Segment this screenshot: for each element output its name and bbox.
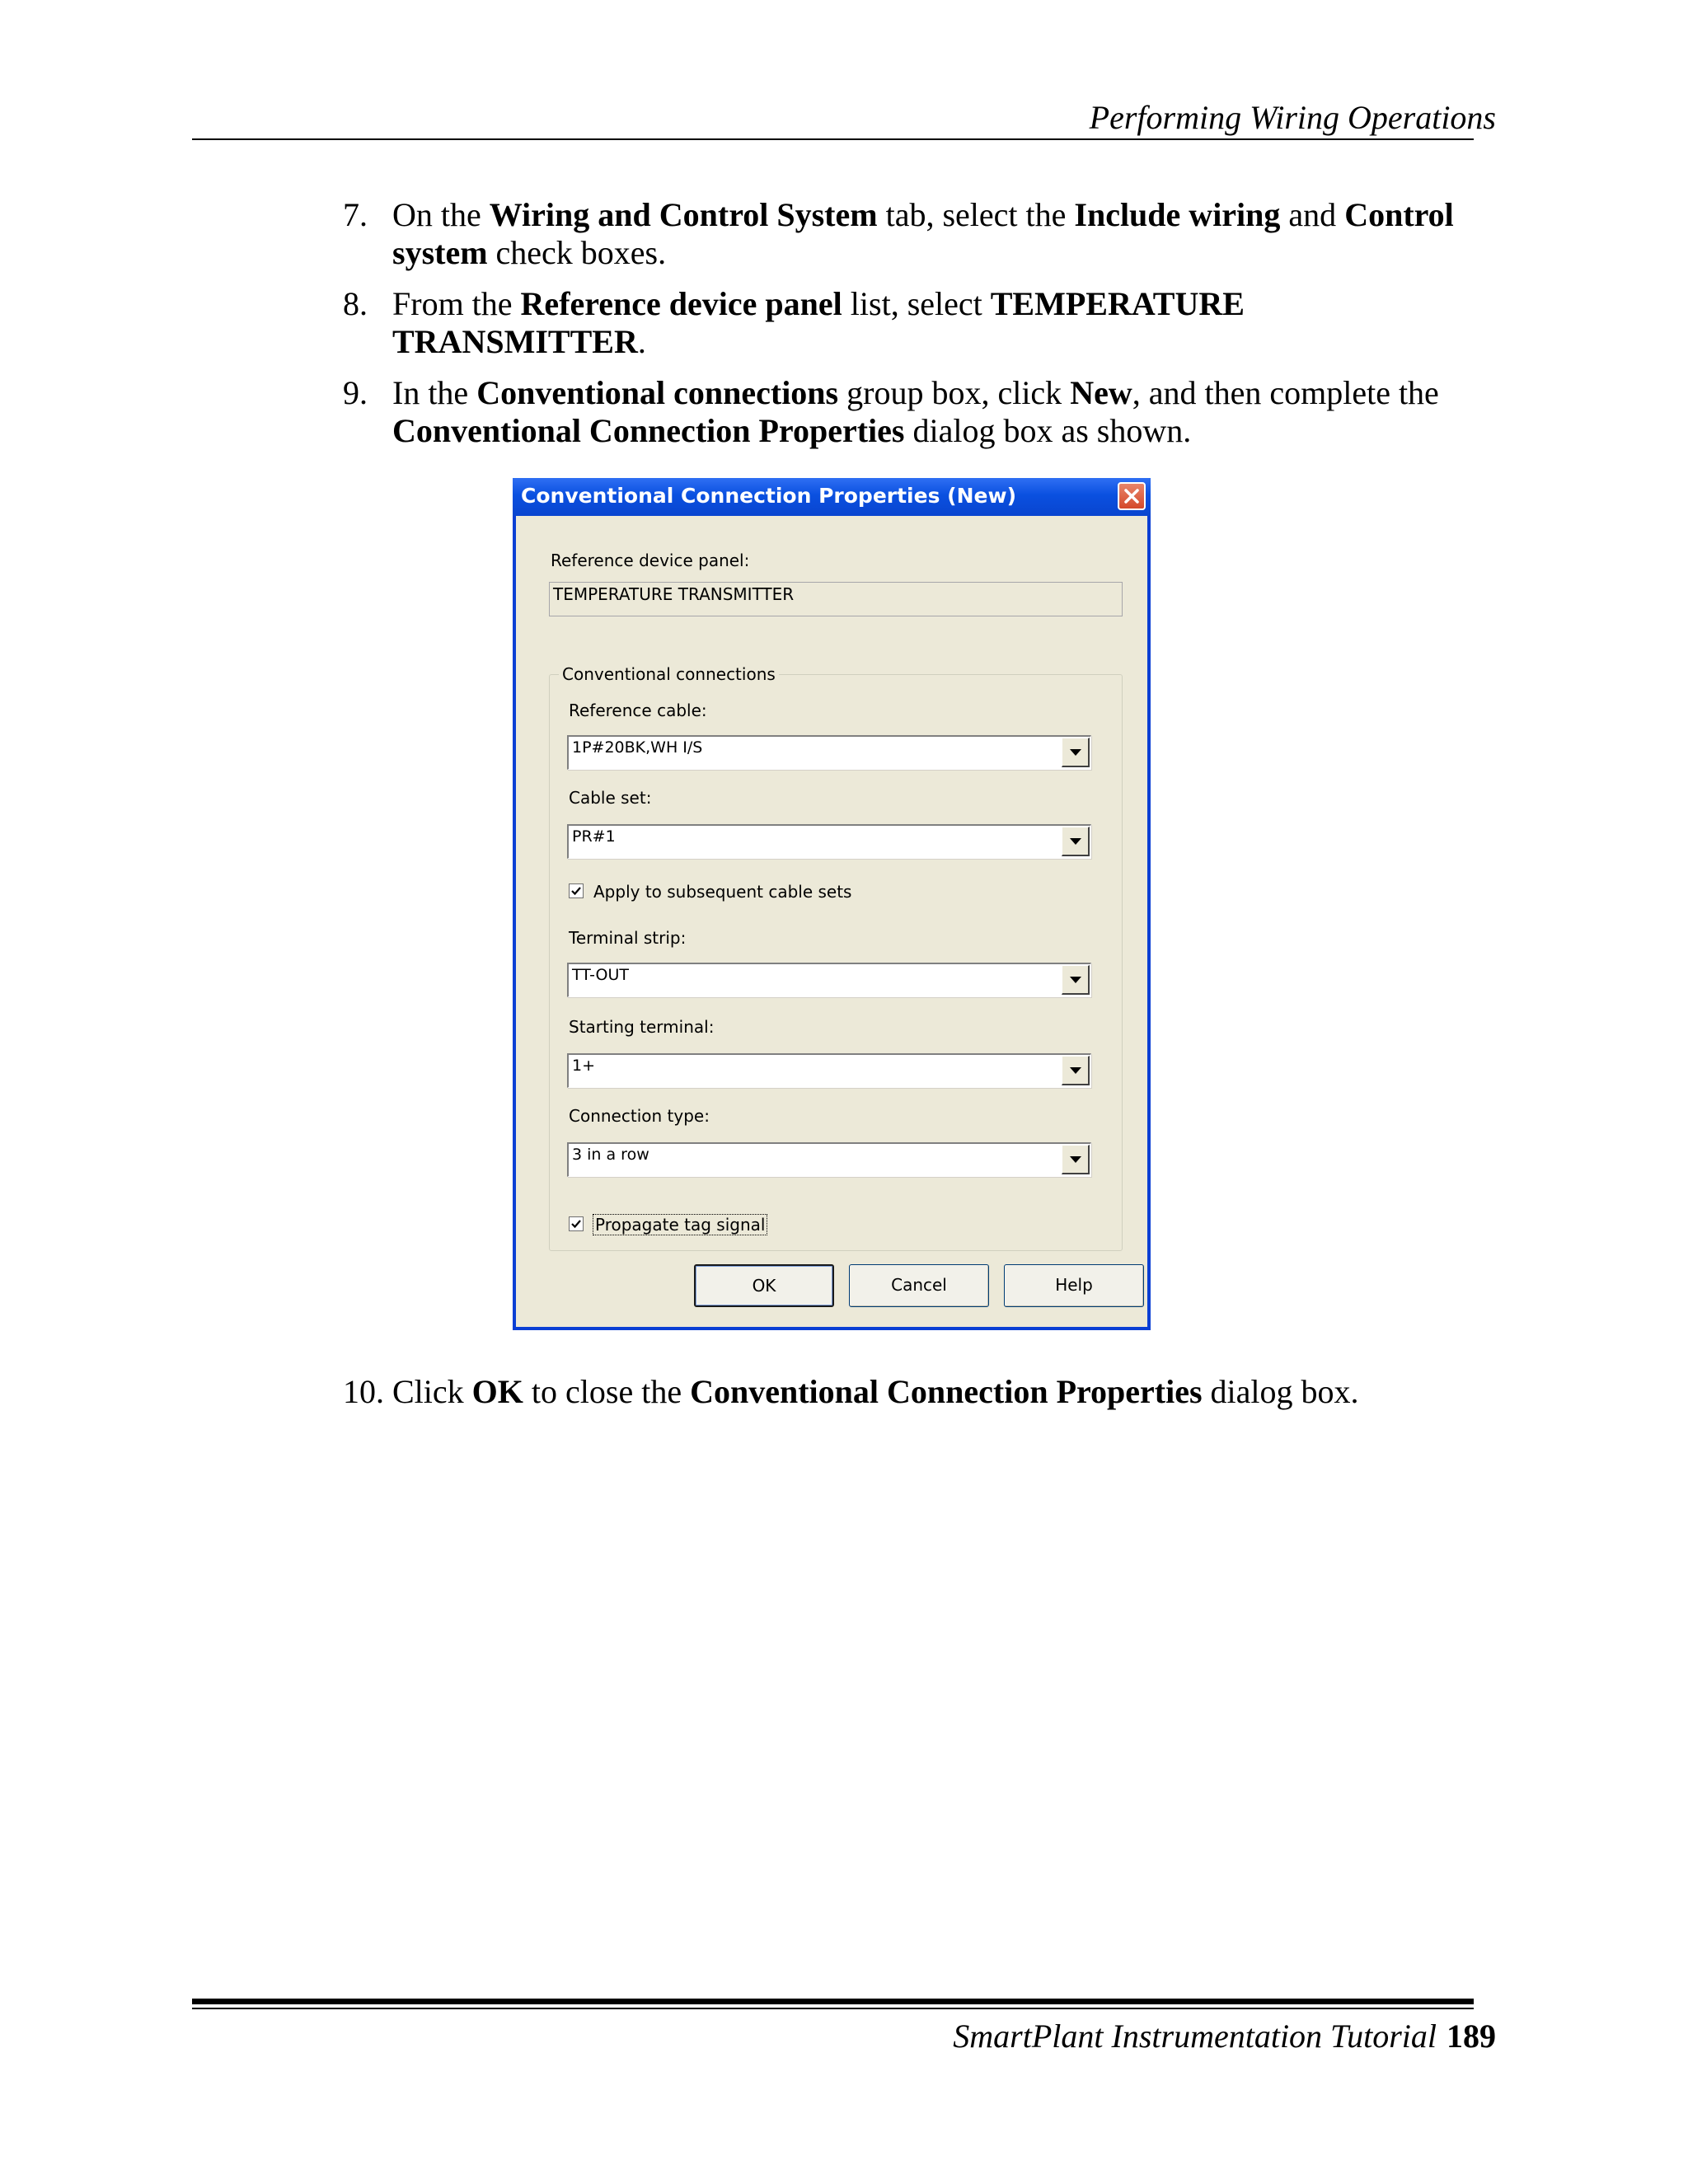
reference-device-panel-label: Reference device panel:	[551, 551, 750, 570]
step-text-run: and	[1280, 196, 1345, 233]
connection-type-label: Connection type:	[569, 1106, 710, 1126]
step-bold-run: Conventional Connection Properties	[690, 1373, 1203, 1410]
header-rule	[192, 138, 1474, 140]
ok-button[interactable]: OK	[694, 1264, 834, 1307]
step-bold-run: Conventional connections	[476, 374, 839, 411]
step-text	[392, 285, 1324, 361]
propagate-tag-signal-checkbox[interactable]	[569, 1216, 584, 1231]
step-text-run: tab, select the	[877, 196, 1075, 233]
step-text-run: In the	[392, 374, 477, 411]
footer-title: SmartPlant Instrumentation Tutorial	[953, 2018, 1437, 2055]
close-icon	[1123, 487, 1141, 505]
step-bold-run: Include wiring	[1074, 196, 1281, 233]
apply-subsequent-label[interactable]: Apply to subsequent cable sets	[593, 882, 852, 902]
terminal-strip-combo[interactable]	[567, 963, 1091, 997]
checkmark-icon	[570, 1218, 582, 1230]
dialog-title: Conventional Connection Properties (New)	[521, 484, 1016, 508]
step-text-run: .	[637, 323, 646, 360]
combo-value: PR#1	[572, 827, 616, 846]
starting-terminal-label: Starting terminal:	[569, 1017, 715, 1037]
step-bold-run: Conventional Connection Properties	[392, 412, 905, 449]
page-number: 189	[1447, 2018, 1496, 2055]
step-number: 9.	[343, 374, 368, 411]
help-button[interactable]: Help	[1004, 1264, 1144, 1307]
step-number: 7.	[343, 196, 368, 233]
step-text-run: group box, click	[838, 374, 1071, 411]
reference-cable-label: Reference cable:	[569, 701, 707, 720]
step-text-run: Click	[384, 1373, 472, 1410]
step-bold-run: Reference device panel	[520, 285, 842, 322]
step-text-run: On the	[392, 196, 490, 233]
close-button[interactable]	[1118, 482, 1146, 510]
dropdown-button[interactable]	[1062, 1145, 1090, 1174]
chevron-down-icon	[1070, 1067, 1081, 1074]
step-text	[392, 374, 1480, 450]
step-text	[343, 1373, 1480, 1411]
step-bold-run: OK	[471, 1373, 523, 1410]
step-9	[343, 374, 1480, 450]
step-text	[392, 196, 1480, 272]
running-header: Performing Wiring Operations	[1089, 99, 1496, 136]
conventional-connection-dialog	[513, 478, 1151, 1330]
chevron-down-icon	[1070, 749, 1081, 756]
propagate-tag-signal-label[interactable]: Propagate tag signal	[595, 1215, 766, 1235]
cancel-button[interactable]: Cancel	[849, 1264, 989, 1307]
dropdown-button[interactable]	[1062, 1056, 1090, 1085]
step-10	[343, 1373, 1480, 1411]
chevron-down-icon	[1070, 838, 1081, 845]
step-text-run: , and then complete the	[1132, 374, 1439, 411]
step-bold-run: TEMPERATURE TRANSMITTER	[392, 285, 1245, 360]
step-number: 8.	[343, 285, 368, 322]
cable-set-label: Cable set:	[569, 788, 652, 808]
step-text-run: to close the	[523, 1373, 691, 1410]
chevron-down-icon	[1070, 977, 1081, 983]
step-text-run: check boxes.	[487, 234, 667, 271]
step-bold-run: New	[1070, 374, 1132, 411]
starting-terminal-combo[interactable]	[567, 1053, 1091, 1088]
step-text-run: dialog box.	[1202, 1373, 1359, 1410]
step-7	[343, 196, 1480, 272]
step-text-run: list, select	[842, 285, 991, 322]
step-8	[343, 285, 1480, 361]
checkmark-icon	[570, 885, 582, 897]
terminal-strip-label: Terminal strip:	[569, 928, 687, 948]
running-footer	[953, 2016, 1496, 2057]
combo-value: TT-OUT	[572, 966, 629, 984]
dropdown-button[interactable]	[1062, 827, 1090, 856]
step-text-run: dialog box as shown.	[904, 412, 1192, 449]
chevron-down-icon	[1070, 1156, 1081, 1163]
dialog-titlebar[interactable]	[513, 478, 1151, 516]
step-number: 10.	[343, 1373, 384, 1410]
group-title: Conventional connections	[559, 664, 779, 684]
reference-device-panel-field: TEMPERATURE TRANSMITTER	[549, 582, 1123, 616]
combo-value: 1+	[572, 1057, 596, 1075]
step-bold-run: Wiring and Control System	[489, 196, 878, 233]
reference-cable-combo[interactable]	[567, 735, 1091, 770]
footer-rule-thick	[192, 1999, 1474, 2004]
connection-type-combo[interactable]	[567, 1142, 1091, 1177]
dropdown-button[interactable]	[1062, 738, 1090, 767]
combo-value: 3 in a row	[572, 1146, 649, 1164]
dropdown-button[interactable]	[1062, 965, 1090, 995]
step-bold-run: Control system	[392, 196, 1454, 271]
apply-subsequent-checkbox[interactable]	[569, 883, 584, 898]
combo-value: 1P#20BK,WH I/S	[572, 738, 703, 757]
step-text-run: From the	[392, 285, 521, 322]
cable-set-combo[interactable]	[567, 824, 1091, 859]
dialog-body	[516, 516, 1147, 1327]
footer-rule-thin	[192, 2008, 1474, 2009]
